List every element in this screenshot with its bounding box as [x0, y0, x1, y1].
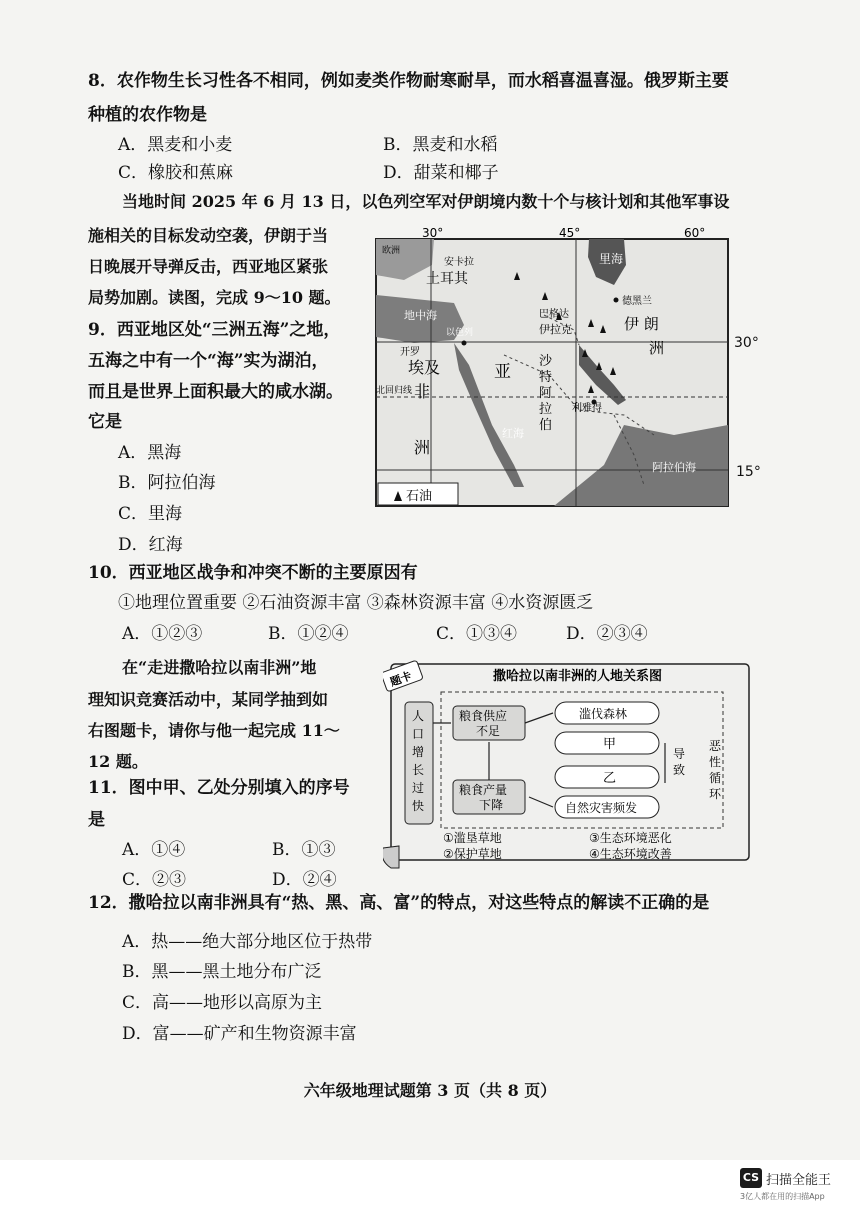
- map-label-baghdad: 巴格达: [539, 309, 569, 320]
- svg-text:不足: 不足: [476, 724, 501, 738]
- q8-option-a: A．黑麦和小麦: [118, 135, 233, 155]
- q9-stem-line3: 而且是世界上面积最大的咸水湖。: [88, 382, 343, 402]
- map-legend-oil: 石油: [406, 489, 433, 504]
- map-label-africa: 非: [414, 382, 431, 401]
- q8-option-c: C．橡胶和蕉麻: [118, 163, 234, 183]
- q12-option-b: B．黑——黑土地分布广泛: [122, 962, 322, 982]
- map-label-riyadh: 利雅得: [572, 403, 602, 414]
- card-jia: 甲: [603, 737, 617, 752]
- intro1112-line1: 在“走进撒哈拉以南非洲”地: [122, 658, 317, 677]
- svg-text:过: 过: [412, 781, 425, 795]
- map-label-asia-zhou: 洲: [649, 339, 665, 357]
- intro1112-line3: 右图题卡，请你与他一起完成 11～: [88, 721, 340, 740]
- q9-option-a: A．黑海: [118, 443, 182, 463]
- map-label-egypt: 埃及: [408, 358, 441, 377]
- intro910-line2: 施相关的目标发动空袭，伊朗于当: [88, 226, 329, 245]
- map-label-saudi: [539, 353, 553, 433]
- intro910-line1: 当地时间 2025 年 6 月 13 日，以色列空军对伊朗境内数十个与核计划和其他军事设: [122, 192, 730, 211]
- svg-text:③生态环境恶化: ③生态环境恶化: [589, 831, 672, 845]
- q11-stem-line2: 是: [88, 810, 105, 830]
- q8-stem-line2: 种植的农作物是: [88, 105, 207, 125]
- svg-text:粮食产量: 粮食产量: [459, 783, 508, 797]
- card-title: 撒哈拉以南非洲的人地关系图: [493, 669, 663, 684]
- map-label-tropic: 北回归线: [376, 386, 413, 396]
- q9-stem-line4: 它是: [88, 412, 122, 432]
- card-yi: 乙: [603, 771, 617, 786]
- map-label-tehran: 德黑兰: [622, 296, 652, 307]
- svg-text:特: 特: [539, 370, 553, 385]
- question-card-diagram: [383, 658, 753, 880]
- scanner-logo-icon: CS: [740, 1168, 762, 1188]
- q11-option-d: D．②④: [272, 870, 337, 890]
- q10-option-b: B．①②④: [268, 624, 349, 644]
- intro1112-line4: 12 题。: [88, 752, 148, 771]
- q10-option-c: C．①③④: [436, 624, 518, 644]
- svg-text:④生态环境改善: ④生态环境改善: [589, 847, 672, 861]
- svg-text:伯: 伯: [539, 418, 553, 433]
- svg-text:阿: 阿: [539, 386, 553, 401]
- q10-items: ①地理位置重要 ②石油资源丰富 ③森林资源丰富 ④水资源匮乏: [118, 593, 594, 613]
- q10-option-d: D．②③④: [566, 624, 648, 644]
- intro910-line3: 日晚展开导弹反击，西亚地区紧张: [88, 257, 329, 276]
- map-lon-60: 60°: [684, 226, 706, 240]
- map-label-africa-zhou: 洲: [414, 438, 431, 457]
- q12-option-d: D．富——矿产和生物资源丰富: [122, 1024, 357, 1044]
- q12-option-c: C．高——地形以高原为主: [122, 993, 323, 1013]
- svg-text:粮食供应: 粮食供应: [459, 709, 508, 723]
- map-label-ankara: 安卡拉: [444, 257, 474, 268]
- map-label-mediterranean: 地中海: [404, 309, 437, 322]
- map-label-iraq: 伊拉克: [539, 323, 572, 336]
- svg-text:拉: 拉: [539, 402, 553, 417]
- q8-option-b: B．黑麦和水稻: [383, 135, 498, 155]
- scanner-tagline: 3亿人都在用的扫描App: [740, 1192, 825, 1201]
- q9-option-b: B．阿拉伯海: [118, 473, 216, 493]
- map-label-asia: 亚: [494, 362, 511, 382]
- map-lat-30: 30°: [734, 335, 759, 351]
- svg-text:恶: 恶: [709, 739, 722, 753]
- q11-stem-line1: 11．图中甲、乙处分别填入的序号: [88, 778, 350, 798]
- map-label-cairo: 开罗: [400, 347, 420, 358]
- svg-text:②保护草地: ②保护草地: [443, 847, 502, 861]
- q10-option-a: A．①②③: [122, 624, 203, 644]
- map-lon-30: 30°: [422, 226, 444, 240]
- svg-text:致: 致: [673, 763, 686, 777]
- svg-text:性: 性: [709, 755, 722, 769]
- svg-text:①滥垦草地: ①滥垦草地: [443, 831, 502, 845]
- q12-option-a: A．热——绝大部分地区位于热带: [122, 932, 373, 952]
- q8-stem-line1: 8．农作物生长习性各不相同，例如麦类作物耐寒耐旱，而水稻喜温喜湿。俄罗斯主要: [88, 71, 729, 91]
- svg-text:下降: 下降: [479, 798, 504, 812]
- west-asia-map: [374, 225, 730, 508]
- q9-stem-line2: 五海之中有一个“海”实为湖泊，: [88, 351, 329, 371]
- svg-text:长: 长: [412, 763, 425, 777]
- svg-text:沙: 沙: [539, 354, 553, 369]
- q11-option-c: C．②③: [122, 870, 187, 890]
- map-label-arabian-sea: 阿拉伯海: [652, 461, 696, 474]
- map-label-redsea: 红海: [502, 427, 524, 440]
- q11-option-b: B．①③: [272, 840, 336, 860]
- map-lat-15: 15°: [736, 464, 761, 480]
- svg-text:增: 增: [412, 745, 425, 759]
- card-disaster: 自然灾害频发: [565, 801, 638, 815]
- intro1112-line2: 理知识竞赛活动中，某同学抽到如: [88, 690, 329, 709]
- q8-option-d: D．甜菜和椰子: [383, 163, 499, 183]
- map-label-caspian: 里海: [599, 252, 624, 266]
- map-label-iran: 伊 朗: [624, 315, 659, 333]
- scanner-watermark: [740, 1168, 855, 1208]
- svg-text:人: 人: [412, 709, 425, 723]
- map-lon-45: 45°: [559, 226, 581, 240]
- q9-option-c: C．里海: [118, 504, 183, 524]
- q12-stem: 12．撒哈拉以南非洲具有“热、黑、高、富”的特点，对这些特点的解读不正确的是: [88, 893, 710, 913]
- svg-text:循: 循: [709, 771, 722, 785]
- svg-text:环: 环: [709, 787, 722, 801]
- q10-stem: 10．西亚地区战争和冲突不断的主要原因有: [88, 563, 418, 583]
- page-footer: 六年级地理试题第 3 页（共 8 页）: [303, 1081, 557, 1100]
- svg-text:快: 快: [412, 799, 425, 813]
- svg-text:口: 口: [412, 727, 425, 741]
- map-label-turkey: 土耳其: [426, 271, 468, 287]
- intro910-line4: 局势加剧。读图，完成 9～10 题。: [88, 288, 341, 307]
- q9-stem-line1: 9．西亚地区处“三洲五海”之地，: [88, 320, 341, 340]
- scanner-name: 扫描全能王: [766, 1173, 832, 1188]
- svg-text:导: 导: [673, 747, 686, 761]
- map-label-europe: 欧洲: [382, 246, 401, 256]
- map-label-israel: 以色列: [446, 328, 474, 338]
- card-tag: 题卡: [388, 669, 414, 689]
- q9-option-d: D．红海: [118, 535, 183, 555]
- q11-option-a: A．①④: [122, 840, 186, 860]
- card-deforest: 滥伐森林: [579, 707, 628, 721]
